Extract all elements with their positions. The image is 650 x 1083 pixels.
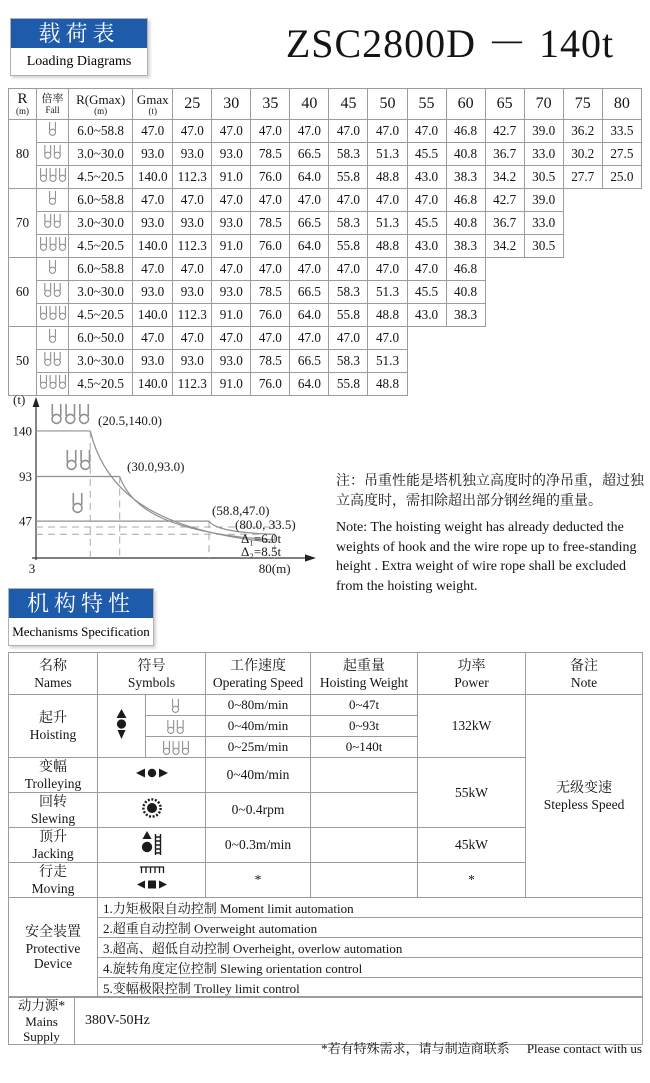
badge-title-en: Loading Diagrams: [26, 54, 132, 69]
load-value-cell: 47.0: [368, 258, 407, 281]
mains-supply-value: 380V-50Hz: [75, 997, 643, 1045]
fall-icon-cell: [146, 737, 206, 758]
load-value-cell: 25.0: [602, 166, 641, 189]
load-table-row: [9, 143, 642, 166]
load-value-cell: 76.0: [251, 166, 290, 189]
fall-3-icon: [52, 404, 89, 423]
y-axis-unit-label: (t): [13, 392, 26, 407]
load-value-cell: 78.5: [251, 143, 290, 166]
hoisting-weight: 0~93t: [311, 716, 418, 737]
load-value-cell: 93.0: [173, 350, 212, 373]
radius-group-cell: 70: [9, 189, 37, 258]
load-value-cell: 34.2: [485, 235, 524, 258]
point-annotation: (30.0,93.0): [127, 459, 185, 474]
col-header-span: 50: [368, 89, 407, 120]
protective-item: 2.超重自动控制 Overweight automation: [98, 918, 643, 938]
fall-1-icon: [73, 493, 82, 512]
load-table-row: [9, 235, 642, 258]
load-table-row: [9, 189, 642, 212]
load-value-cell: 47.0: [368, 120, 407, 143]
note-text-en: Note: The hoisting weight has already deducted the weights of hook and the wire rope up to free-standing height . Extra weight of wire rope shall be excluded from the hoisting weight.: [336, 520, 637, 594]
load-value-cell: 47.0: [173, 189, 212, 212]
fall-1-icon: [37, 258, 69, 281]
point-annotation: (58.8,47.0): [212, 503, 270, 518]
x-axis-arrow-icon: [305, 554, 316, 561]
load-curve-chart: [8, 388, 340, 588]
col-header-span: 55: [407, 89, 446, 120]
moving-symbol-cell: [98, 863, 206, 898]
load-value-cell: 47.0: [368, 189, 407, 212]
moving-speed: *: [206, 863, 311, 898]
load-value-cell: 40.8: [446, 281, 485, 304]
load-value-cell: 112.3: [173, 235, 212, 258]
load-value-cell: 38.3: [446, 304, 485, 327]
footer-text-zh: *若有特殊需求，请与制造商联系: [321, 1041, 510, 1056]
gmax-cell: 140.0: [133, 373, 173, 396]
load-value-cell: 42.7: [485, 189, 524, 212]
empty-cell: [311, 828, 418, 863]
rgmax-range-cell: 6.0~58.8: [69, 120, 133, 143]
load-value-cell: 58.3: [329, 143, 368, 166]
load-value-cell: 47.0: [251, 189, 290, 212]
protective-item: 1.力矩极限自动控制 Moment limit automation: [98, 898, 643, 918]
load-value-cell: 78.5: [251, 212, 290, 235]
load-value-cell: 27.7: [563, 166, 602, 189]
load-value-cell: 51.3: [368, 350, 407, 373]
load-value-cell: 47.0: [212, 258, 251, 281]
protective-row: [9, 938, 643, 958]
badge-title-zh: 机构特性: [9, 589, 153, 618]
load-value-cell: 93.0: [212, 212, 251, 235]
fall-2-icon: [67, 450, 90, 469]
load-value-cell: 112.3: [173, 304, 212, 327]
col-header-fall: 倍率 Fall: [37, 89, 69, 120]
load-table-row: [9, 304, 642, 327]
trolleying-symbol-cell: [98, 758, 206, 793]
slewing-speed: 0~0.4rpm: [206, 793, 311, 828]
load-value-cell: 47.0: [251, 120, 290, 143]
hoisting-weight: 0~47t: [311, 695, 418, 716]
jacking-symbol-icon: [141, 831, 163, 855]
load-value-cell: 47.0: [368, 327, 407, 350]
col-header-span: 25: [173, 89, 212, 120]
load-value-cell: 47.0: [329, 120, 368, 143]
load-value-cell: 47.0: [212, 327, 251, 350]
load-value-cell: 47.0: [290, 189, 329, 212]
protective-row: [9, 978, 643, 998]
fall-1-icon: [37, 120, 69, 143]
load-value-cell: 30.5: [524, 166, 563, 189]
fall-2-icon: [37, 350, 69, 373]
rgmax-range-cell: 6.0~58.8: [69, 189, 133, 212]
load-value-cell: 93.0: [173, 212, 212, 235]
protective-row: [9, 958, 643, 978]
y-tick-label: 140: [12, 423, 32, 439]
rgmax-range-cell: 6.0~50.0: [69, 327, 133, 350]
load-value-cell: 112.3: [173, 373, 212, 396]
load-value-cell: 36.2: [563, 120, 602, 143]
load-value-cell: 27.5: [602, 143, 641, 166]
mech-header-row: [9, 653, 643, 695]
col-header-power: 功率 Power: [418, 653, 526, 695]
load-value-cell: 51.3: [368, 281, 407, 304]
col-header-span: 80: [602, 89, 641, 120]
load-value-cell: 30.5: [524, 235, 563, 258]
load-value-cell: 33.0: [524, 212, 563, 235]
load-value-cell: 46.8: [446, 258, 485, 281]
fall-1-icon: [37, 189, 69, 212]
page-title: ZSC2800D － 140t: [285, 21, 615, 66]
hoisting-speed: 0~25m/min: [206, 737, 311, 758]
hoisting-symbol-icon: [115, 709, 128, 739]
hoisting-symbol-cell: [98, 695, 146, 758]
rgmax-range-cell: 3.0~30.0: [69, 212, 133, 235]
load-value-cell: 39.0: [524, 120, 563, 143]
load-value-cell: 45.5: [407, 281, 446, 304]
point-annotation: (80.0, 33.5): [235, 517, 296, 532]
protective-item: 4.旋转角度定位控制 Slewing orientation control: [98, 958, 643, 978]
col-header-span: 40: [290, 89, 329, 120]
loading-diagrams-badge: [10, 18, 148, 76]
trolleying-slewing-power: 55kW: [418, 758, 526, 828]
gmax-cell: 47.0: [133, 258, 173, 281]
load-value-cell: 47.0: [407, 258, 446, 281]
moving-name-cell: 行走 Moving: [9, 863, 98, 898]
slewing-name-cell: 回转 Slewing: [9, 793, 98, 828]
load-value-cell: 43.0: [407, 166, 446, 189]
load-value-cell: 51.3: [368, 212, 407, 235]
trolleying-name-cell: 变幅 Trolleying: [9, 758, 98, 793]
trolleying-speed: 0~40m/min: [206, 758, 311, 793]
load-value-cell: 48.8: [368, 304, 407, 327]
fall-1-icon: [37, 327, 69, 350]
trolleying-symbol-icon: [136, 767, 168, 779]
y-axis-arrow-icon: [33, 397, 40, 407]
footer-text-en: Please contact with us: [526, 1041, 642, 1056]
protective-row: [9, 898, 643, 918]
gmax-cell: 140.0: [133, 235, 173, 258]
rgmax-range-cell: 4.5~20.5: [69, 235, 133, 258]
col-header-names: 名称 Names: [9, 653, 98, 695]
load-value-cell: 34.2: [485, 166, 524, 189]
gmax-cell: 93.0: [133, 212, 173, 235]
load-value-cell: 47.0: [173, 120, 212, 143]
load-value-cell: 93.0: [212, 143, 251, 166]
x-origin-label: 3: [28, 561, 36, 576]
slewing-symbol-icon: [141, 797, 163, 819]
load-value-cell: 47.0: [329, 189, 368, 212]
load-value-cell: 93.0: [173, 281, 212, 304]
radius-group-cell: 60: [9, 258, 37, 327]
col-header-rgmax: R(Gmax) (m): [69, 89, 133, 120]
load-value-cell: 43.0: [407, 304, 446, 327]
col-header-span: 45: [329, 89, 368, 120]
fall-icon-cell: [146, 716, 206, 737]
load-value-cell: 47.0: [251, 258, 290, 281]
load-value-cell: 39.0: [524, 189, 563, 212]
load-value-cell: 47.0: [173, 258, 212, 281]
load-value-cell: 36.7: [485, 143, 524, 166]
notes-block: [336, 472, 644, 597]
empty-cell: [311, 758, 418, 793]
fall-2-icon: [37, 212, 69, 235]
hoisting-speed: 0~40m/min: [206, 716, 311, 737]
load-value-cell: 42.7: [485, 120, 524, 143]
col-header-gmax: Gmax (t): [133, 89, 173, 120]
load-value-cell: 64.0: [290, 166, 329, 189]
slewing-symbol-cell: [98, 793, 206, 828]
load-value-cell: 45.5: [407, 212, 446, 235]
load-value-cell: 47.0: [329, 258, 368, 281]
delta-annotation: Δ₂=8.5t: [241, 544, 282, 559]
gmax-cell: 93.0: [133, 281, 173, 304]
load-value-cell: 33.0: [524, 143, 563, 166]
col-header-span: 70: [524, 89, 563, 120]
radius-group-cell: 80: [9, 120, 37, 189]
rgmax-range-cell: 4.5~20.5: [69, 304, 133, 327]
fall-icon-cell: [146, 695, 206, 716]
delta-annotation: Δ₁=6.0t: [241, 531, 282, 546]
load-value-cell: 40.8: [446, 212, 485, 235]
protective-name-cell: 安全装置 Protective Device: [9, 898, 98, 998]
load-value-cell: 64.0: [290, 235, 329, 258]
empty-cell: [311, 863, 418, 898]
load-table-row: [9, 120, 642, 143]
jacking-name-cell: 顶升 Jacking: [9, 828, 98, 863]
load-value-cell: 93.0: [173, 143, 212, 166]
fall-3-icon: [37, 235, 69, 258]
fall-3-icon: [162, 739, 190, 754]
load-value-cell: 76.0: [251, 235, 290, 258]
gmax-cell: 47.0: [133, 327, 173, 350]
rgmax-range-cell: 4.5~20.5: [69, 166, 133, 189]
hoisting-speed: 0~80m/min: [206, 695, 311, 716]
load-value-cell: 66.5: [290, 143, 329, 166]
load-value-cell: 36.7: [485, 212, 524, 235]
col-header-span: 60: [446, 89, 485, 120]
gmax-cell: 93.0: [133, 143, 173, 166]
rgmax-range-cell: 3.0~30.0: [69, 281, 133, 304]
load-value-cell: 66.5: [290, 350, 329, 373]
moving-power: *: [418, 863, 526, 898]
load-value-cell: 51.3: [368, 143, 407, 166]
col-header-span: 35: [251, 89, 290, 120]
load-capacity-table: [8, 88, 642, 396]
load-value-cell: 47.0: [290, 120, 329, 143]
mechanisms-table: [8, 652, 643, 998]
load-value-cell: 48.8: [368, 235, 407, 258]
load-value-cell: 47.0: [212, 120, 251, 143]
jacking-speed: 0~0.3m/min: [206, 828, 311, 863]
radius-group-cell: 50: [9, 327, 37, 396]
load-value-cell: 64.0: [290, 373, 329, 396]
empty-cell: [311, 793, 418, 828]
load-value-cell: 47.0: [407, 189, 446, 212]
gmax-cell: 93.0: [133, 350, 173, 373]
load-value-cell: 33.5: [602, 120, 641, 143]
load-value-cell: 58.3: [329, 281, 368, 304]
note-stepless-speed-cell: 无级变速 Stepless Speed: [526, 695, 643, 898]
rgmax-range-cell: 4.5~20.5: [69, 373, 133, 396]
rgmax-range-cell: 3.0~30.0: [69, 143, 133, 166]
jacking-symbol-cell: [98, 828, 206, 863]
gmax-cell: 140.0: [133, 304, 173, 327]
col-header-span: 75: [563, 89, 602, 120]
col-header-note: 备注 Note: [526, 653, 643, 695]
protective-item: 5.变幅极限控制 Trolley limit control: [98, 978, 643, 998]
gmax-cell: 140.0: [133, 166, 173, 189]
fall-1-icon: [171, 697, 180, 712]
fall-2-icon: [37, 143, 69, 166]
load-value-cell: 93.0: [212, 350, 251, 373]
protective-row: [9, 918, 643, 938]
load-value-cell: 55.8: [329, 373, 368, 396]
point-annotation: (20.5,140.0): [98, 413, 162, 428]
load-value-cell: 47.0: [407, 120, 446, 143]
load-table-row: [9, 166, 642, 189]
col-header-span: 30: [212, 89, 251, 120]
fall-2-icon: [37, 281, 69, 304]
gmax-cell: 47.0: [133, 189, 173, 212]
load-table-row: [9, 212, 642, 235]
load-value-cell: 47.0: [290, 327, 329, 350]
note-text-zh: 注：吊重性能是塔机独立高度时的净吊重，超过独立高度时，需扣除超出部分钢丝绳的重量。: [336, 474, 644, 509]
load-value-cell: 93.0: [212, 281, 251, 304]
load-value-cell: 38.3: [446, 235, 485, 258]
hoisting-name-cell: 起升 Hoisting: [9, 695, 98, 758]
load-table-row: [9, 281, 642, 304]
footer-contact-line: [307, 1038, 642, 1057]
rgmax-range-cell: 3.0~30.0: [69, 350, 133, 373]
load-table-header-row: [9, 89, 642, 120]
load-value-cell: 43.0: [407, 235, 446, 258]
rgmax-range-cell: 6.0~58.8: [69, 258, 133, 281]
col-header-operating-speed: 工作速度 Operating Speed: [206, 653, 311, 695]
hoisting-subrow: [9, 695, 643, 716]
gmax-cell: 47.0: [133, 120, 173, 143]
load-value-cell: 38.3: [446, 166, 485, 189]
load-value-cell: 40.8: [446, 143, 485, 166]
load-value-cell: 30.2: [563, 143, 602, 166]
col-header-symbols: 符号 Symbols: [98, 653, 206, 695]
y-tick-label: 93: [19, 469, 32, 485]
hoisting-weight: 0~140t: [311, 737, 418, 758]
load-value-cell: 48.8: [368, 166, 407, 189]
load-value-cell: 112.3: [173, 166, 212, 189]
badge-title-en: Mechanisms Specification: [12, 624, 150, 639]
load-value-cell: 91.0: [212, 373, 251, 396]
badge-title-zh: 载荷表: [11, 19, 147, 48]
load-value-cell: 55.8: [329, 304, 368, 327]
x-end-label: 80(m): [258, 561, 291, 576]
mains-supply-name-cell: 动力源* Mains Supply: [9, 997, 75, 1045]
load-value-cell: 76.0: [251, 304, 290, 327]
load-value-cell: 55.8: [329, 235, 368, 258]
load-value-cell: 46.8: [446, 120, 485, 143]
mechanisms-specification-badge: [8, 588, 154, 646]
load-value-cell: 47.0: [173, 327, 212, 350]
load-value-cell: 47.0: [329, 327, 368, 350]
fall-3-icon: [37, 166, 69, 189]
load-value-cell: 66.5: [290, 281, 329, 304]
load-value-cell: 45.5: [407, 143, 446, 166]
load-value-cell: 48.8: [368, 373, 407, 396]
load-value-cell: 64.0: [290, 304, 329, 327]
fall-2-icon: [166, 718, 185, 733]
load-value-cell: 91.0: [212, 235, 251, 258]
y-tick-label: 47: [19, 513, 32, 529]
load-value-cell: 91.0: [212, 166, 251, 189]
load-value-cell: 47.0: [251, 327, 290, 350]
load-value-cell: 47.0: [290, 258, 329, 281]
protective-item: 3.超高、超低自动控制 Overheight, overlow automation: [98, 938, 643, 958]
col-header-span: 65: [485, 89, 524, 120]
load-value-cell: 46.8: [446, 189, 485, 212]
load-table-row: [9, 327, 642, 350]
fall-3-icon: [37, 304, 69, 327]
load-table-row: [9, 258, 642, 281]
load-value-cell: 58.3: [329, 212, 368, 235]
load-value-cell: 58.3: [329, 350, 368, 373]
col-header-hoisting-weight: 起重量 Hoisting Weight: [311, 653, 418, 695]
load-value-cell: 47.0: [212, 189, 251, 212]
hoisting-power: 132kW: [418, 695, 526, 758]
moving-symbol-icon: [135, 866, 169, 891]
col-header-radius: R (m): [9, 89, 37, 120]
load-value-cell: 78.5: [251, 281, 290, 304]
load-value-cell: 66.5: [290, 212, 329, 235]
load-value-cell: 78.5: [251, 350, 290, 373]
load-table-row: [9, 350, 642, 373]
load-value-cell: 91.0: [212, 304, 251, 327]
jacking-power: 45kW: [418, 828, 526, 863]
load-value-cell: 55.8: [329, 166, 368, 189]
load-value-cell: 76.0: [251, 373, 290, 396]
